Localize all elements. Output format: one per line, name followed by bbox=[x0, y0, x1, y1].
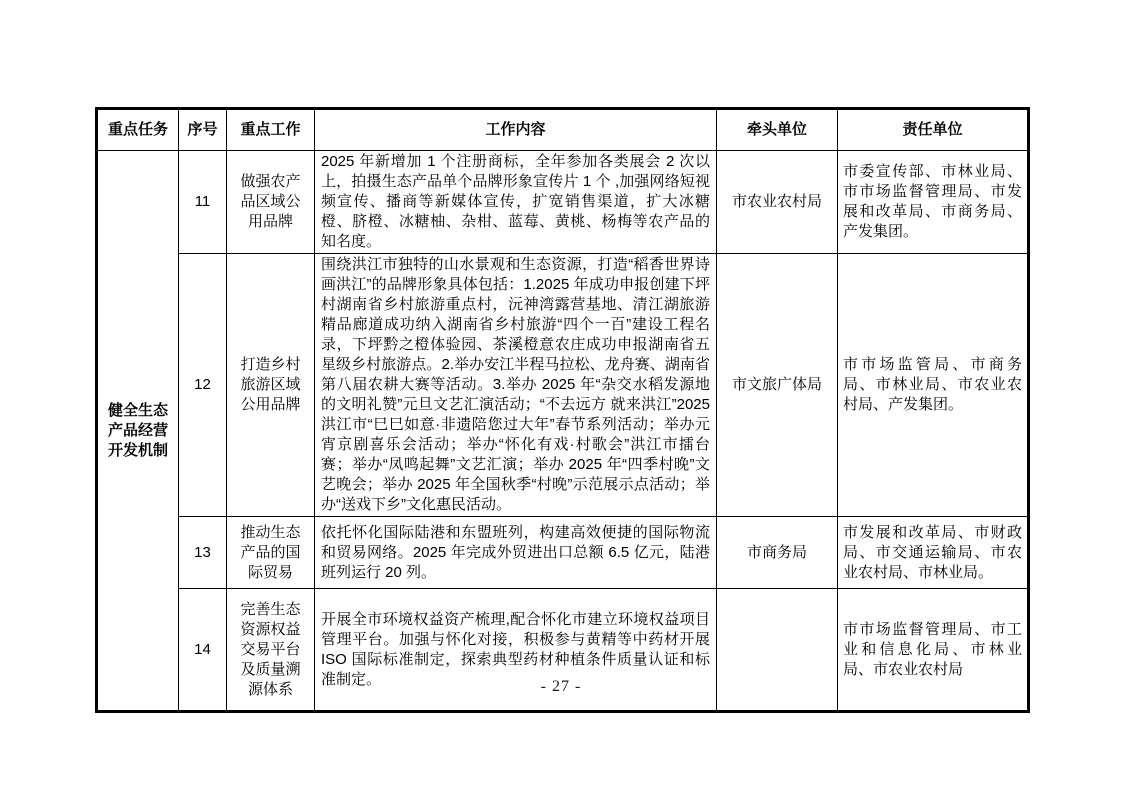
table-row bbox=[97, 254, 1029, 517]
work-content-cell: 依托怀化国际陆港和东盟班列，构建高效便捷的国际物流和贸易网络。2025 年完成外贸进出口总额 6.5 亿元，陆港班列运行 20 列。 bbox=[315, 517, 717, 589]
work-content-cell: 2025 年新增加 1 个注册商标，全年参加各类展会 2 次以上，拍摄生态产品单个品牌形象宣传片 1 个 ,加强网络短视频宣传、播商等新媒体宣传，扩宽销售渠道，扩大冰糖橙、脐橙、冰糖柚、杂柑、蓝莓、黄桃、杨梅等农产品的知名度。 bbox=[315, 151, 717, 254]
header-lead-unit: 牵头单位 bbox=[717, 109, 838, 151]
work-plan-table bbox=[95, 107, 1030, 713]
lead-unit-cell: 市农业农村局 bbox=[717, 151, 838, 254]
responsible-unit-cell: 市市场监管局、市商务局、市林业局、市农业农村局、产发集团。 bbox=[838, 254, 1029, 517]
header-work-content: 工作内容 bbox=[315, 109, 717, 151]
key-work-cell: 完善生态资源权益交易平台及质量溯源体系 bbox=[227, 589, 315, 712]
header-key-task: 重点任务 bbox=[97, 109, 179, 151]
responsible-unit-cell: 市市场监督管理局、市工业和信息化局、市林业局、市农业农村局 bbox=[838, 589, 1029, 712]
responsible-unit-cell: 市委宣传部、市林业局、市市场监督管理局、市发展和改革局、市商务局、产发集团。 bbox=[838, 151, 1029, 254]
header-responsible-unit: 责任单位 bbox=[838, 109, 1029, 151]
page-number: - 27 - bbox=[540, 678, 582, 695]
table-row bbox=[97, 151, 1029, 254]
header-serial-no: 序号 bbox=[179, 109, 227, 151]
header-key-work: 重点工作 bbox=[227, 109, 315, 151]
work-content-cell: 围绕洪江市独特的山水景观和生态资源，打造“稻香世界诗画洪江”的品牌形象具体包括：1.2025 年成功申报创建下坪村湖南省乡村旅游重点村，沅神湾露营基地、清江湖旅游精品廊道成功纳入湖南省乡村旅游“四个一百”建设工程名录，下坪黔之橙体验园、茶溪橙意农庄成功申报湖南省五星级乡村旅游点。2.举办安江半程马拉松、龙舟赛、湖南省第八届农耕大赛等活动。3.举办 2025 年“杂交水稻发源地的文明礼赞”元旦文艺汇演活动；“不去远方 就来洪江”2025 洪江市“巳巳如意·非遗陪您过大年”春节系列活动；举办元宵京剧喜乐会活动；举办“怀化有戏·村歌会”洪江市擂台赛；举办“凤鸣起舞”文艺汇演；举办 2025 年“四季村晚”文艺晚会；举办 2025 年全国秋季“村晚”示范展示点活动；举办“送戏下乡”文化惠民活动。 bbox=[315, 254, 717, 517]
lead-unit-cell: 市商务局 bbox=[717, 517, 838, 589]
serial-no-cell: 13 bbox=[179, 517, 227, 589]
serial-no-cell: 11 bbox=[179, 151, 227, 254]
task-group-cell: 健全生态产品经营开发机制 bbox=[97, 151, 179, 712]
responsible-unit-cell: 市发展和改革局、市财政局、市交通运输局、市农业农村局、市林业局。 bbox=[838, 517, 1029, 589]
key-work-cell: 做强农产品区域公用品牌 bbox=[227, 151, 315, 254]
serial-no-cell: 12 bbox=[179, 254, 227, 517]
lead-unit-cell: 市文旅广体局 bbox=[717, 254, 838, 517]
key-work-cell: 推动生态产品的国际贸易 bbox=[227, 517, 315, 589]
table-header-row bbox=[97, 109, 1029, 151]
serial-no-cell: 14 bbox=[179, 589, 227, 712]
table-row bbox=[97, 517, 1029, 589]
work-content-cell: 开展全市环境权益资产梳理,配合怀化市建立环境权益项目管理平台。加强与怀化对接，积极参与黄精等中药材开展 ISO 国际标准制定，探索典型药材种植条件质量认证和标准制定。 bbox=[315, 589, 717, 712]
key-work-cell: 打造乡村旅游区域公用品牌 bbox=[227, 254, 315, 517]
